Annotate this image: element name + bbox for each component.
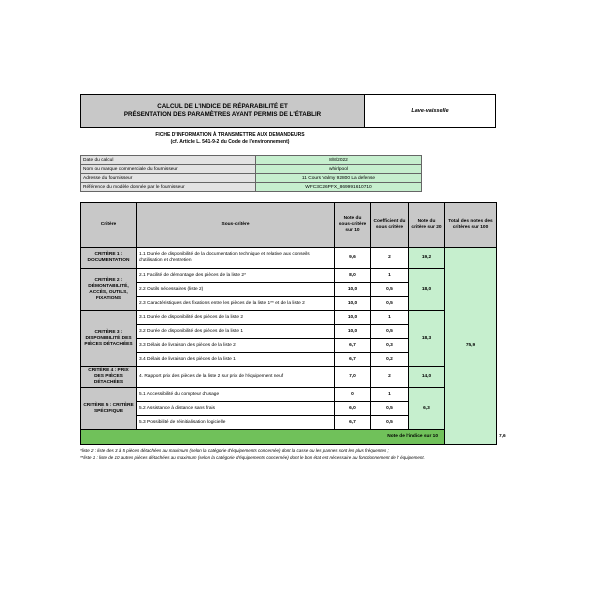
subcriterion-note: 9,6 bbox=[335, 248, 371, 269]
subcriterion-note: 6,0 bbox=[335, 402, 371, 416]
col-note20: Note du critère sur 20 bbox=[409, 203, 445, 248]
subcriterion-label: 3.2 Durée de disponibilité des pièces de la liste 1 bbox=[137, 325, 335, 339]
col-note: Note du sous-critère sur 10 bbox=[335, 203, 371, 248]
score-table bbox=[80, 202, 506, 445]
info-row bbox=[81, 165, 496, 174]
table-row bbox=[81, 311, 497, 325]
subcriterion-note: 6,7 bbox=[335, 416, 371, 430]
subcriterion-label: 2.3 Caractéristiques des fixations entre les pièces de la liste 1** et de la liste 2 bbox=[137, 297, 335, 311]
criterion-label: CRITÈRE 2 : DÉMONTABILITÉ, ACCÈS, OUTILS, FIXATIONS bbox=[81, 269, 137, 311]
subcriterion-note: 10,0 bbox=[335, 311, 371, 325]
info-label: Adresse du fournisseur bbox=[81, 174, 256, 183]
product-type: Lave-vaisselle bbox=[411, 108, 449, 114]
col-total: Total des notes des critères sur 100 bbox=[445, 203, 497, 248]
subcriterion-label: 2.2 Outils nécessaires (liste 2) bbox=[137, 283, 335, 297]
fiche-line-2: (cf. Article L. 541-9-2 du Code de l'environnement) bbox=[170, 139, 290, 145]
subcriterion-label: 3.1 Durée de disponibilité des pièces de la liste 2 bbox=[137, 311, 335, 325]
criterion-label: CRITÈRE 5 : CRITÈRE SPÉCIFIQUE bbox=[81, 388, 137, 430]
info-row bbox=[81, 174, 496, 183]
title-line-2: PRÉSENTATION DES PARAMÈTRES AYANT PERMIS DE L'ÉTABLIR bbox=[123, 111, 322, 118]
info-value: whirlpool bbox=[256, 165, 422, 174]
subcriterion-coef: 0,5 bbox=[371, 283, 409, 297]
total-score: 75,9 bbox=[445, 248, 497, 445]
subcriterion-label: 5.3 Possibilité de réinitialisation logicielle bbox=[137, 416, 335, 430]
subcriterion-label: 5.1 Accessibilité du compteur d'usage bbox=[137, 388, 335, 402]
criterion-score: 18,3 bbox=[409, 311, 445, 367]
info-spacer bbox=[422, 156, 496, 165]
final-score-row: Note de l'indice sur 10 7,6 bbox=[81, 430, 497, 445]
info-spacer bbox=[422, 165, 496, 174]
subcriterion-coef: 1 bbox=[371, 388, 409, 402]
subcriterion-coef: 0,2 bbox=[371, 353, 409, 367]
table-row bbox=[81, 248, 497, 269]
subcriterion-note: 7,0 bbox=[335, 367, 371, 388]
subcriterion-coef: 0,3 bbox=[371, 339, 409, 353]
subcriterion-coef: 1 bbox=[371, 269, 409, 283]
info-value: WFC3C26PFX_869991610710 bbox=[256, 183, 422, 192]
subcriterion-label: 3.4 Délais de livraison des pièces de la liste 1 bbox=[137, 353, 335, 367]
subcriterion-coef: 0,5 bbox=[371, 297, 409, 311]
footnote-1: *liste 2 : liste des 3 à 5 pièces détachées au maximum (selon la catégorie d'équipements concernée) dont la casse ou les pannes sont les plus fréquentes ; bbox=[80, 448, 389, 453]
table-row bbox=[81, 388, 497, 402]
info-value: 11 Cours Valmy 92800 La defense bbox=[256, 174, 422, 183]
subcriterion-note: 10,0 bbox=[335, 297, 371, 311]
sheet-title bbox=[81, 95, 365, 127]
criterion-score: 6,3 bbox=[409, 388, 445, 430]
table-row bbox=[81, 367, 497, 388]
subcriterion-coef: 1 bbox=[371, 311, 409, 325]
subcriterion-note: 8,0 bbox=[335, 269, 371, 283]
subcriterion-coef: 2 bbox=[371, 248, 409, 269]
subcriterion-note: 10,0 bbox=[335, 325, 371, 339]
subcriterion-label: 2.1 Facilité de démontage des pièces de la liste 2* bbox=[137, 269, 335, 283]
criterion-label: CRITÈRE 4 : PRIX DES PIÈCES DÉTACHÉES bbox=[81, 367, 137, 388]
info-spacer bbox=[422, 183, 496, 192]
subcriterion-note: 0 bbox=[335, 388, 371, 402]
info-spacer bbox=[422, 174, 496, 183]
criterion-score: 14,0 bbox=[409, 367, 445, 388]
col-sous-critere: Sous-critère bbox=[137, 203, 335, 248]
criterion-label: CRITÈRE 3 : DISPONIBILITÉ DES PIÈCES DÉTACHÉES bbox=[81, 311, 137, 367]
subcriterion-label: 4. Rapport prix des pièces de la liste 2 sur prix de l'équipement neuf bbox=[137, 367, 335, 388]
info-label: Référence du modèle donnée par le fournisseur bbox=[81, 183, 256, 192]
subcriterion-note: 6,7 bbox=[335, 339, 371, 353]
subcriterion-coef: 2 bbox=[371, 367, 409, 388]
header bbox=[80, 94, 496, 128]
info-row bbox=[81, 183, 496, 192]
info-value: 8/8/2022 bbox=[256, 156, 422, 165]
title-line-1: CALCUL DE L'INDICE DE RÉPARABILITÉ ET bbox=[157, 103, 288, 110]
table-row bbox=[81, 269, 497, 283]
criterion-label: CRITÈRE 1 : DOCUMENTATION bbox=[81, 248, 137, 269]
subcriterion-coef: 0,5 bbox=[371, 416, 409, 430]
final-score-label: Note de l'indice sur 10 bbox=[81, 430, 445, 445]
fiche-heading bbox=[80, 132, 380, 146]
criterion-score: 19,2 bbox=[409, 248, 445, 269]
subcriterion-note: 6,7 bbox=[335, 353, 371, 367]
subcriterion-label: 5.2 Assistance à distance sans frais bbox=[137, 402, 335, 416]
footnote-2: **liste 1 : liste de 10 autres pièces détachées au maximum (selon la catégorie d'équipements concernée) dont le bon état est nécessaire au fonctionnement de l' équipement. bbox=[80, 454, 425, 460]
subcriterion-label: 1.1 Durée de disponibilité de la documentation technique et relative aux conseils d'utilisation et d'entretien bbox=[137, 248, 335, 269]
fiche-line-1: FICHE D'INFORMATION À TRANSMETTRE AUX DEMANDEURS bbox=[155, 132, 305, 138]
score-table-header bbox=[81, 203, 497, 248]
subcriterion-note: 10,0 bbox=[335, 283, 371, 297]
footnotes bbox=[80, 448, 496, 461]
col-coef: Coefficient du sous critère bbox=[371, 203, 409, 248]
supplier-info-table bbox=[80, 155, 496, 192]
info-label: Date du calcul bbox=[81, 156, 256, 165]
info-row bbox=[81, 156, 496, 165]
subcriterion-label: 3.3 Délais de livraison des pièces de la liste 2 bbox=[137, 339, 335, 353]
criterion-score: 18,0 bbox=[409, 269, 445, 311]
info-label: Nom ou marque commerciale du fournisseur bbox=[81, 165, 256, 174]
subcriterion-coef: 0,5 bbox=[371, 325, 409, 339]
repairability-sheet bbox=[80, 94, 506, 461]
subcriterion-coef: 0,5 bbox=[371, 402, 409, 416]
col-critere: Critère bbox=[81, 203, 137, 248]
